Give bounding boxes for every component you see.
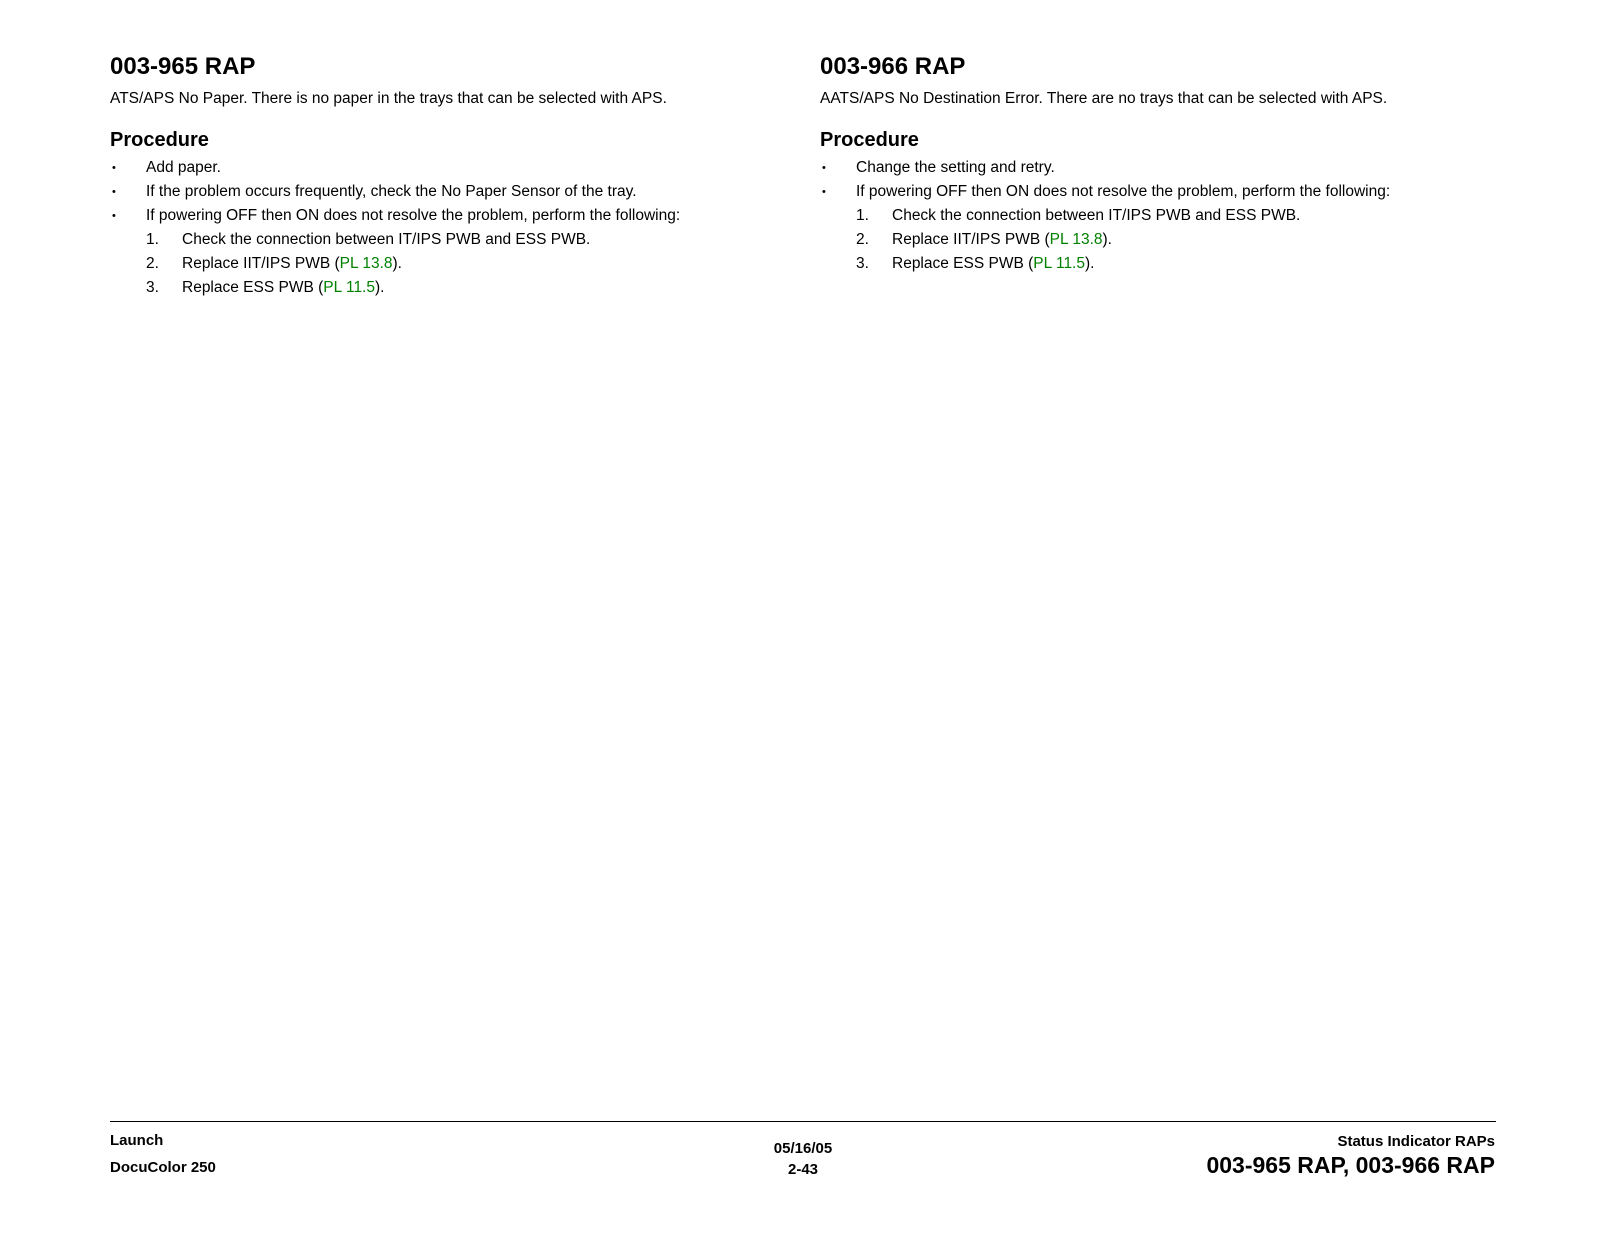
parts-list-link[interactable]: PL 13.8 [339,255,393,272]
step-number: 1. [146,231,159,248]
procedure-step [110,156,750,180]
substep-suffix: ). [392,255,402,272]
step-text: If the problem occurs frequently, check the No Paper Sensor of the tray. [146,183,637,200]
procedure-heading: Procedure [820,129,919,151]
bullet-icon: • [112,186,116,198]
substep-prefix: Replace IIT/IPS PWB ( [892,231,1050,248]
procedure-substep [110,228,750,252]
rap-title: 003-965 RAP [110,53,256,80]
footer-date: 05/16/05 [773,1140,833,1157]
rap-section-003-966 [820,50,1460,276]
rap-description: AATS/APS No Destination Error. There are no trays that can be selected with APS. [820,90,1388,107]
step-text: Add paper. [146,159,221,176]
procedure-heading: Procedure [110,129,209,151]
substep-suffix: ). [375,279,385,296]
procedure-step [820,156,1460,180]
footer-divider [110,1121,1496,1122]
step-number: 2. [856,231,869,248]
substep-suffix: ). [1085,255,1095,272]
footer-document-title: 003-965 RAP, 003-966 RAP [1206,1152,1495,1178]
parts-list-link[interactable]: PL 11.5 [1033,255,1085,272]
substep-suffix: ). [1102,231,1112,248]
rap-description: ATS/APS No Paper. There is no paper in the trays that can be selected with APS. [110,90,667,107]
footer-launch-label: Launch [110,1132,164,1149]
bullet-icon: • [822,162,826,174]
step-text: Change the setting and retry. [856,159,1055,176]
substep-text: Check the connection between IT/IPS PWB and ESS PWB. [182,231,591,248]
parts-list-link[interactable]: PL 13.8 [1049,231,1103,248]
step-number: 1. [856,207,869,224]
substep-prefix: Replace IIT/IPS PWB ( [182,255,340,272]
footer-page-number: 2-43 [787,1161,819,1178]
step-number: 3. [146,279,159,296]
procedure-substep [820,204,1460,228]
footer-product-name: DocuColor 250 [110,1159,216,1176]
procedure-substep [110,252,750,276]
procedure-steps [820,156,1460,204]
step-number: 3. [856,255,869,272]
bullet-icon: • [112,210,116,222]
procedure-steps [110,156,750,228]
procedure-substep [820,252,1460,276]
substep-text: Check the connection between IT/IPS PWB and ESS PWB. [892,207,1301,224]
bullet-icon: • [112,162,116,174]
procedure-substep [820,228,1460,252]
procedure-step [110,180,750,204]
step-text: If powering OFF then ON does not resolve the problem, perform the following: [146,207,681,224]
rap-section-003-965 [110,50,750,300]
parts-list-link[interactable]: PL 11.5 [323,279,375,296]
footer-section-name: Status Indicator RAPs [1337,1133,1495,1150]
procedure-substeps [110,228,750,300]
bullet-icon: • [822,186,826,198]
substep-prefix: Replace ESS PWB ( [892,255,1034,272]
procedure-substeps [820,204,1460,276]
procedure-substep [110,276,750,300]
substep-prefix: Replace ESS PWB ( [182,279,324,296]
procedure-step [820,180,1460,204]
step-text: If powering OFF then ON does not resolve the problem, perform the following: [856,183,1391,200]
step-number: 2. [146,255,159,272]
procedure-step [110,204,750,228]
rap-title: 003-966 RAP [820,53,966,80]
